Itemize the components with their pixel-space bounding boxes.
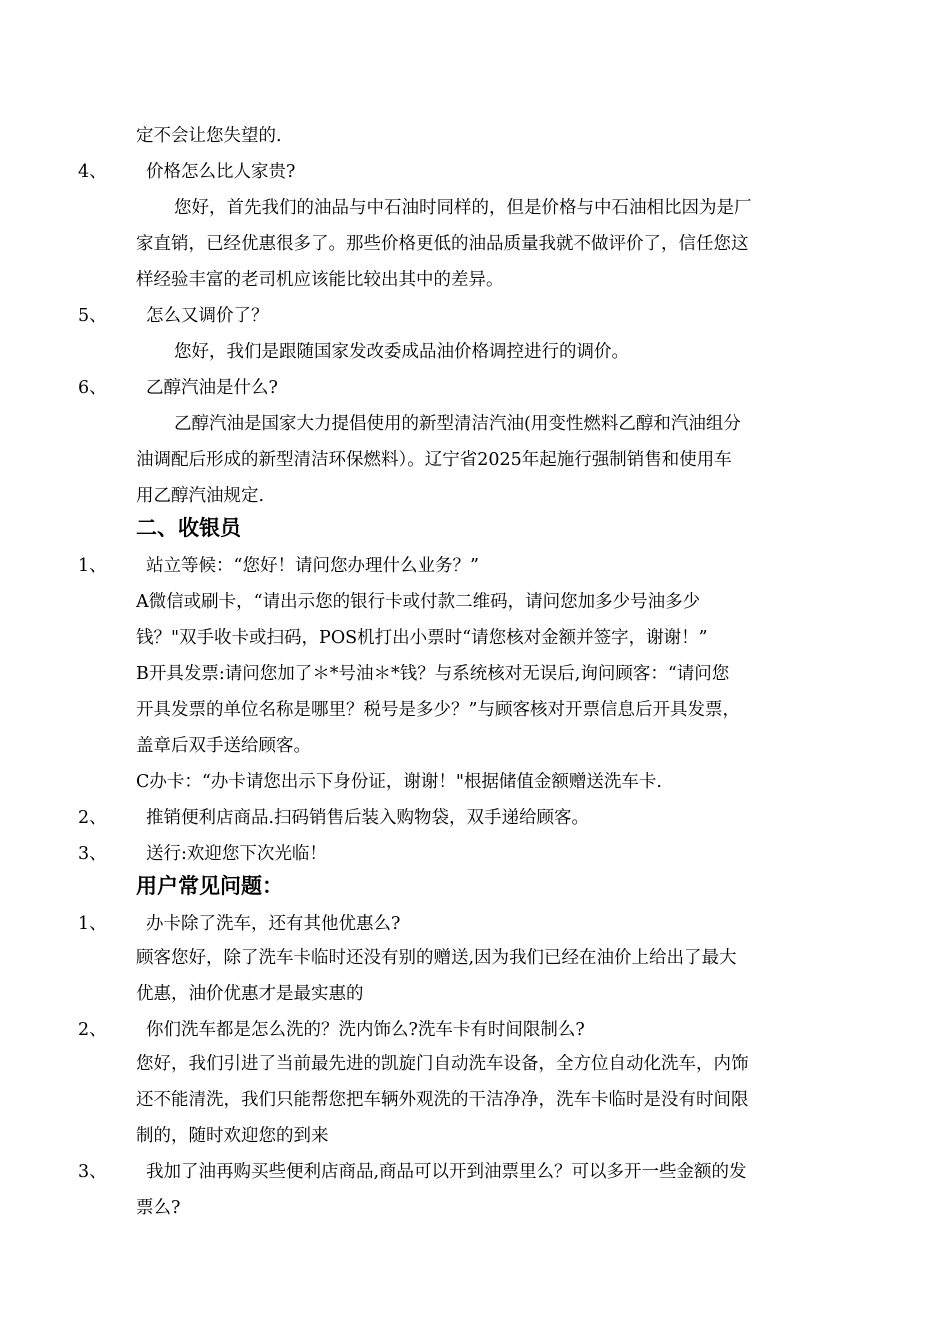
- item-number: 2、: [78, 1020, 107, 1040]
- item-number: 4、: [78, 162, 107, 182]
- question-text: 怎么又调价了？: [146, 306, 269, 326]
- question-text: 乙醇汽油是什么?: [146, 378, 278, 398]
- paragraph-line: B开具发票:请问您加了＊*号油＊*钱？与系统核对无误后,询问顾客：“请问您: [136, 664, 730, 684]
- answer-line: 制的，随时欢迎您的到来: [136, 1126, 329, 1146]
- paragraph-line: 开具发票的单位名称是哪里？税号是多少？”与顾客核对开票信息后开具发票，: [136, 700, 740, 720]
- step-text: 站立等候：“您好！请问您办理什么业务？”: [146, 556, 479, 576]
- step-text: 送行:欢迎您下次光临！: [146, 844, 327, 864]
- answer-line: 优惠，油价优惠才是最实惠的: [136, 984, 364, 1004]
- paragraph-line: C办卡：“办卡请您出示下身份证，谢谢！"根据储值金额赠送洗车卡.: [136, 772, 662, 792]
- item-number: 1、: [78, 556, 107, 576]
- item-number: 3、: [78, 1162, 107, 1182]
- question-text: 你们洗车都是怎么洗的？洗内饰么?洗车卡有时间限制么?: [146, 1020, 585, 1040]
- item-number: 6、: [78, 378, 107, 398]
- paragraph-line: 定不会让您失望的.: [136, 126, 282, 146]
- item-number: 2、: [78, 808, 107, 828]
- answer-line: 乙醇汽油是国家大力提倡使用的新型清洁汽油(用变性燃料乙醇和汽油组分: [174, 414, 741, 434]
- answer-line: 还不能清洗，我们只能帮您把车辆外观洗的干洁净净，洗车卡临时是没有时间限: [136, 1090, 749, 1110]
- answer-line: 油调配后形成的新型清洁环保燃料）。辽宁省2025年起施行强制销售和使用车: [136, 450, 732, 470]
- answer-line: 样经验丰富的老司机应该能比较出其中的差异。: [136, 270, 504, 290]
- paragraph-line: A微信或刷卡，“请出示您的银行卡或付款二维码，请问您加多少号油多少: [136, 592, 701, 612]
- question-text-continued: 票么?: [136, 1198, 181, 1218]
- step-text: 推销便利店商品.扫码销售后装入购物袋，双手递给顾客。: [146, 808, 590, 828]
- answer-line: 您好，首先我们的油品与中石油时同样的，但是价格与中石油相比因为是厂: [174, 198, 752, 218]
- answer-line: 用乙醇汽油规定.: [136, 486, 265, 506]
- question-text: 我加了油再购买些便利店商品,商品可以开到油票里么？可以多开一些金额的发: [146, 1162, 747, 1182]
- answer-line: 您好，我们是跟随国家发改委成品油价格调控进行的调价。: [174, 342, 629, 362]
- item-number: 3、: [78, 844, 107, 864]
- answer-line: 您好，我们引进了当前最先进的凯旋门自动洗车设备，全方位自动化洗车，内饰: [136, 1054, 749, 1074]
- answer-line: 家直销，已经优惠很多了。那些价格更低的油品质量我就不做评价了，信任您这: [136, 234, 749, 254]
- paragraph-line: 盖章后双手送给顾客。: [136, 736, 311, 756]
- answer-line: 顾客您好，除了洗车卡临时还没有别的赠送,因为我们已经在油价上给出了最大: [136, 948, 737, 968]
- paragraph-line: 钱？"双手收卡或扫码，POS机打出小票时“请您核对金额并签字，谢谢！”: [136, 628, 708, 648]
- question-text: 办卡除了洗车，还有其他优惠么?: [146, 914, 401, 934]
- question-text: 价格怎么比人家贵?: [146, 162, 296, 182]
- section-heading: 用户常见问题：: [136, 873, 283, 898]
- section-heading: 二、收银员: [136, 515, 241, 540]
- item-number: 1、: [78, 914, 107, 934]
- item-number: 5、: [78, 306, 107, 326]
